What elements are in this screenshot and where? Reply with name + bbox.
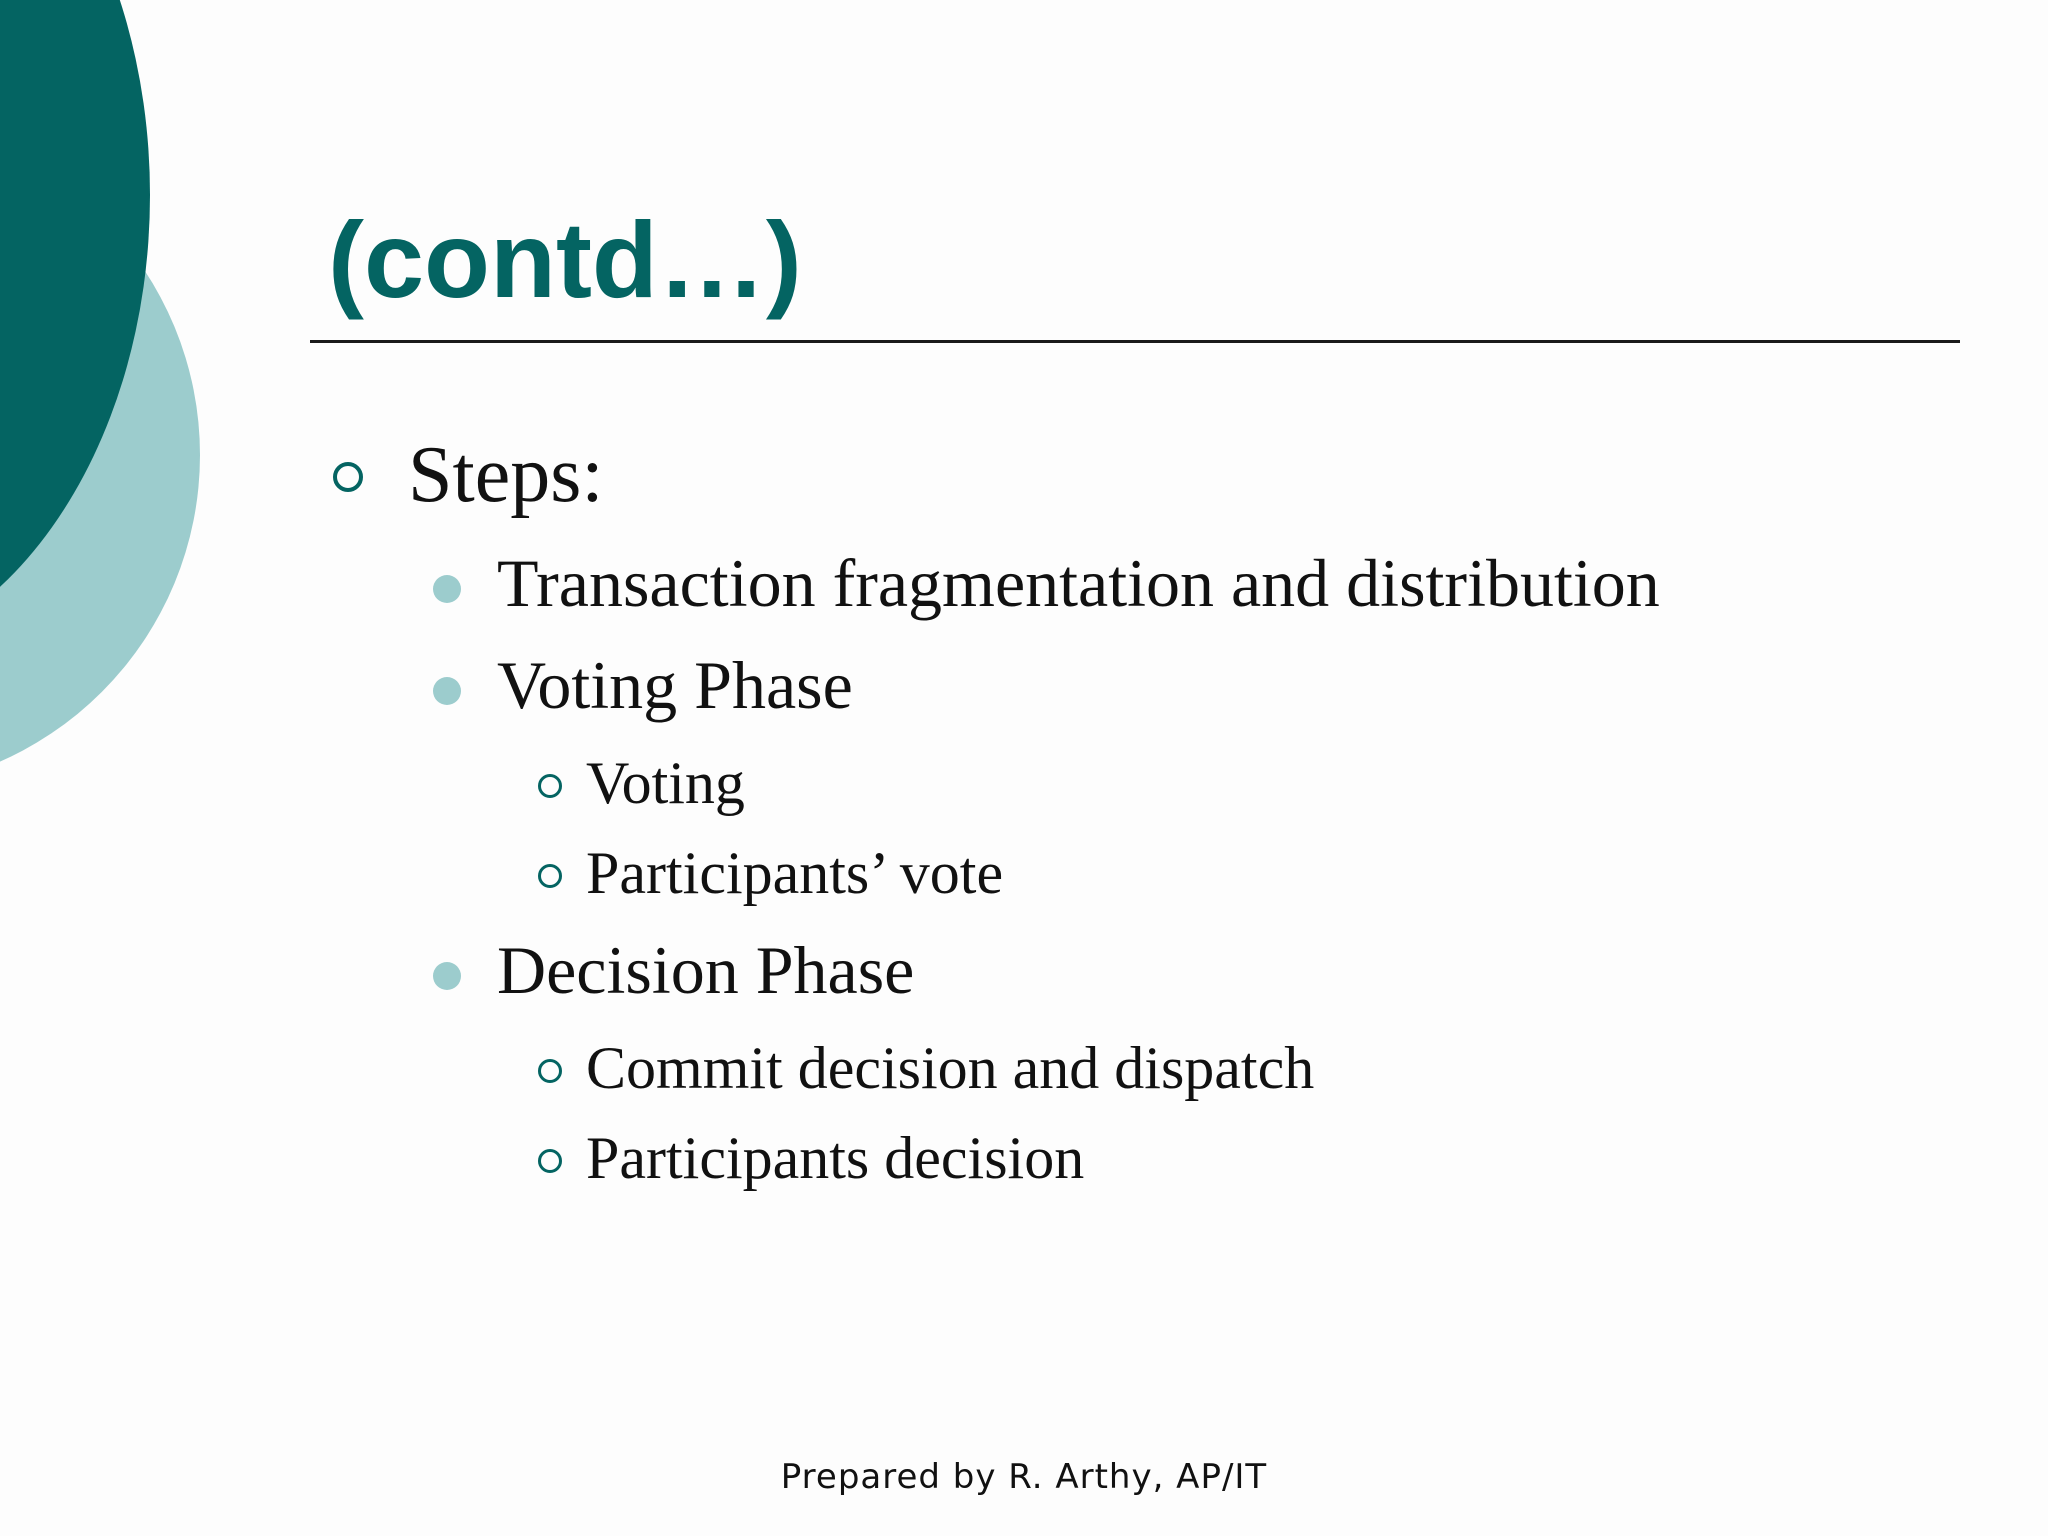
list-item-participants-vote — [586, 838, 1003, 908]
list-item-label: Steps: — [408, 431, 604, 519]
list-item-label: Decision Phase — [497, 932, 915, 1008]
slide-footer: Prepared by R. Arthy, AP/IT — [780, 1457, 1268, 1497]
list-item-label: Voting — [586, 750, 745, 816]
list-item-label: Commit decision and dispatch — [586, 1035, 1315, 1101]
small-hollow-circle-icon — [538, 1149, 562, 1173]
list-item-participants-decision — [586, 1123, 1084, 1193]
list-item-label: Participants decision — [586, 1125, 1085, 1191]
small-hollow-circle-icon — [538, 774, 562, 798]
list-item-decision-phase — [497, 930, 914, 1010]
list-item-voting — [586, 748, 745, 818]
small-hollow-circle-icon — [538, 864, 562, 888]
list-item-transaction — [497, 543, 1660, 623]
slide-title: (contd…) — [328, 199, 802, 320]
hollow-circle-icon — [333, 462, 363, 492]
filled-dot-icon — [433, 677, 461, 705]
list-item-label: Voting Phase — [497, 647, 853, 723]
list-item-label: Transaction fragmentation and distribution — [497, 545, 1660, 621]
small-hollow-circle-icon — [538, 1059, 562, 1083]
list-item-steps — [408, 430, 604, 520]
list-item-label: Participants’ vote — [586, 840, 1004, 906]
list-item-commit-decision — [586, 1033, 1314, 1103]
list-item-voting-phase — [497, 645, 853, 725]
filled-dot-icon — [433, 962, 461, 990]
filled-dot-icon — [433, 575, 461, 603]
